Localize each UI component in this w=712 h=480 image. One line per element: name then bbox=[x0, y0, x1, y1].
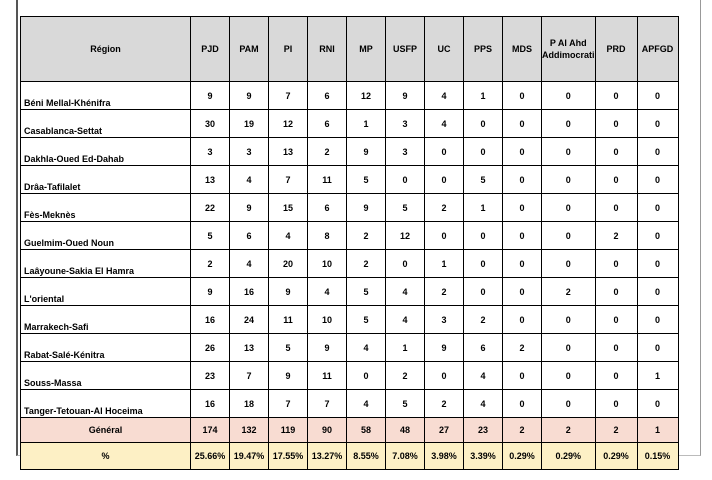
general-total-row bbox=[21, 418, 679, 443]
seat-count: 9 bbox=[230, 194, 269, 222]
seat-count: 19 bbox=[230, 110, 269, 138]
seat-count: 0 bbox=[503, 138, 542, 166]
seat-count: 1 bbox=[425, 250, 464, 278]
seat-count: 0 bbox=[542, 166, 596, 194]
seat-count: 0 bbox=[542, 306, 596, 334]
general-value: 2 bbox=[595, 418, 637, 443]
seat-count: 3 bbox=[191, 138, 230, 166]
table-row bbox=[21, 138, 679, 166]
general-value: 27 bbox=[425, 418, 464, 443]
seat-count: 0 bbox=[542, 334, 596, 362]
seat-count: 0 bbox=[503, 278, 542, 306]
seat-count: 0 bbox=[386, 250, 425, 278]
seat-count: 0 bbox=[464, 222, 503, 250]
seat-count: 0 bbox=[386, 166, 425, 194]
col-header-rni: RNI bbox=[308, 17, 347, 82]
seat-count: 6 bbox=[230, 222, 269, 250]
table-row bbox=[21, 390, 679, 418]
percent-value: 25.66% bbox=[191, 443, 230, 470]
col-header-mp: MP bbox=[347, 17, 386, 82]
percent-value: 3.98% bbox=[425, 443, 464, 470]
seat-count: 4 bbox=[230, 166, 269, 194]
percent-value: 13.27% bbox=[308, 443, 347, 470]
seat-count: 10 bbox=[308, 250, 347, 278]
region-name: Drâa-Tafilalet bbox=[21, 166, 191, 194]
seat-count: 2 bbox=[386, 362, 425, 390]
region-name: Béni Mellal-Khénifra bbox=[21, 82, 191, 110]
seat-count: 2 bbox=[464, 306, 503, 334]
seat-count: 0 bbox=[464, 138, 503, 166]
seat-count: 0 bbox=[464, 110, 503, 138]
seat-count: 2 bbox=[503, 334, 542, 362]
seat-count: 4 bbox=[347, 390, 386, 418]
table-row bbox=[21, 334, 679, 362]
seat-count: 16 bbox=[191, 390, 230, 418]
seat-count: 0 bbox=[637, 194, 678, 222]
percent-value: 7.08% bbox=[386, 443, 425, 470]
seat-count: 0 bbox=[425, 362, 464, 390]
seat-count: 0 bbox=[503, 110, 542, 138]
seat-count: 1 bbox=[464, 194, 503, 222]
seat-count: 0 bbox=[637, 110, 678, 138]
seat-count: 9 bbox=[347, 138, 386, 166]
seat-count: 7 bbox=[308, 390, 347, 418]
col-header-uc: UC bbox=[425, 17, 464, 82]
seat-count: 16 bbox=[191, 306, 230, 334]
seat-count: 0 bbox=[595, 362, 637, 390]
percent-value: 3.39% bbox=[464, 443, 503, 470]
seat-count: 11 bbox=[269, 306, 308, 334]
general-value: 2 bbox=[542, 418, 596, 443]
seat-count: 0 bbox=[637, 138, 678, 166]
seat-count: 0 bbox=[503, 222, 542, 250]
seat-count: 1 bbox=[347, 110, 386, 138]
seat-count: 0 bbox=[542, 194, 596, 222]
general-value: 90 bbox=[308, 418, 347, 443]
table-row bbox=[21, 166, 679, 194]
seat-count: 6 bbox=[464, 334, 503, 362]
seat-count: 0 bbox=[637, 222, 678, 250]
seat-count: 0 bbox=[542, 222, 596, 250]
seat-count: 0 bbox=[542, 138, 596, 166]
region-name: Dakhla-Oued Ed-Dahab bbox=[21, 138, 191, 166]
table-row bbox=[21, 222, 679, 250]
election-results-table bbox=[20, 16, 679, 470]
seat-count: 9 bbox=[425, 334, 464, 362]
seat-count: 2 bbox=[425, 278, 464, 306]
seat-count: 13 bbox=[191, 166, 230, 194]
seat-count: 0 bbox=[637, 82, 678, 110]
seat-count: 0 bbox=[542, 250, 596, 278]
table-row bbox=[21, 362, 679, 390]
seat-count: 0 bbox=[503, 82, 542, 110]
seat-count: 30 bbox=[191, 110, 230, 138]
seat-count: 5 bbox=[347, 166, 386, 194]
seat-count: 0 bbox=[503, 250, 542, 278]
seat-count: 4 bbox=[386, 306, 425, 334]
seat-count: 0 bbox=[595, 166, 637, 194]
seat-count: 0 bbox=[542, 390, 596, 418]
seat-count: 4 bbox=[425, 82, 464, 110]
seat-count: 4 bbox=[230, 250, 269, 278]
seat-count: 10 bbox=[308, 306, 347, 334]
percent-value: 0.29% bbox=[595, 443, 637, 470]
seat-count: 5 bbox=[347, 278, 386, 306]
seat-count: 2 bbox=[542, 278, 596, 306]
seat-count: 7 bbox=[269, 166, 308, 194]
percent-value: 0.29% bbox=[542, 443, 596, 470]
region-name: Souss-Massa bbox=[21, 362, 191, 390]
seat-count: 9 bbox=[269, 362, 308, 390]
seat-count: 6 bbox=[308, 82, 347, 110]
seat-count: 1 bbox=[464, 82, 503, 110]
general-label: Général bbox=[21, 418, 191, 443]
percent-value: 8.55% bbox=[347, 443, 386, 470]
seat-count: 0 bbox=[503, 166, 542, 194]
seat-count: 0 bbox=[595, 82, 637, 110]
seat-count: 1 bbox=[386, 334, 425, 362]
general-value: 48 bbox=[386, 418, 425, 443]
seat-count: 9 bbox=[230, 82, 269, 110]
seat-count: 0 bbox=[425, 166, 464, 194]
seat-count: 3 bbox=[386, 138, 425, 166]
seat-count: 4 bbox=[425, 110, 464, 138]
general-value: 58 bbox=[347, 418, 386, 443]
col-header-p-al-ahd: P Al Ahd Addimocrati bbox=[542, 17, 596, 82]
region-name: Guelmim-Oued Noun bbox=[21, 222, 191, 250]
seat-count: 9 bbox=[347, 194, 386, 222]
table-row bbox=[21, 194, 679, 222]
col-header-pi: PI bbox=[269, 17, 308, 82]
seat-count: 7 bbox=[269, 390, 308, 418]
seat-count: 8 bbox=[308, 222, 347, 250]
seat-count: 4 bbox=[464, 390, 503, 418]
seat-count: 0 bbox=[637, 334, 678, 362]
seat-count: 2 bbox=[425, 390, 464, 418]
general-value: 1 bbox=[637, 418, 678, 443]
seat-count: 11 bbox=[308, 362, 347, 390]
region-name: L'oriental bbox=[21, 278, 191, 306]
seat-count: 0 bbox=[595, 306, 637, 334]
seat-count: 0 bbox=[347, 362, 386, 390]
seat-count: 4 bbox=[347, 334, 386, 362]
col-header-prd: PRD bbox=[595, 17, 637, 82]
seat-count: 2 bbox=[308, 138, 347, 166]
seat-count: 0 bbox=[464, 278, 503, 306]
seat-count: 0 bbox=[503, 390, 542, 418]
general-value: 23 bbox=[464, 418, 503, 443]
col-header-region: Région bbox=[21, 17, 191, 82]
seat-count: 3 bbox=[230, 138, 269, 166]
region-name: Rabat-Salé-Kénitra bbox=[21, 334, 191, 362]
seat-count: 0 bbox=[637, 306, 678, 334]
col-header-pam: PAM bbox=[230, 17, 269, 82]
seat-count: 5 bbox=[347, 306, 386, 334]
seat-count: 2 bbox=[191, 250, 230, 278]
seat-count: 9 bbox=[191, 82, 230, 110]
seat-count: 4 bbox=[386, 278, 425, 306]
seat-count: 5 bbox=[191, 222, 230, 250]
seat-count: 12 bbox=[347, 82, 386, 110]
seat-count: 0 bbox=[595, 334, 637, 362]
percent-row bbox=[21, 443, 679, 470]
seat-count: 13 bbox=[230, 334, 269, 362]
col-header-pjd: PJD bbox=[191, 17, 230, 82]
seat-count: 5 bbox=[386, 194, 425, 222]
seat-count: 3 bbox=[386, 110, 425, 138]
seat-count: 0 bbox=[637, 278, 678, 306]
seat-count: 0 bbox=[595, 390, 637, 418]
region-name: Laâyoune-Sakia El Hamra bbox=[21, 250, 191, 278]
seat-count: 0 bbox=[503, 362, 542, 390]
seat-count: 5 bbox=[269, 334, 308, 362]
seat-count: 0 bbox=[595, 110, 637, 138]
seat-count: 9 bbox=[308, 334, 347, 362]
seat-count: 3 bbox=[425, 306, 464, 334]
region-name: Tanger-Tetouan-Al Hoceima bbox=[21, 390, 191, 418]
seat-count: 16 bbox=[230, 278, 269, 306]
seat-count: 12 bbox=[386, 222, 425, 250]
seat-count: 0 bbox=[542, 82, 596, 110]
header-row bbox=[21, 17, 679, 82]
general-value: 174 bbox=[191, 418, 230, 443]
seat-count: 24 bbox=[230, 306, 269, 334]
seat-count: 2 bbox=[347, 250, 386, 278]
seat-count: 0 bbox=[542, 362, 596, 390]
table-row bbox=[21, 82, 679, 110]
seat-count: 20 bbox=[269, 250, 308, 278]
col-header-apfgd: APFGD bbox=[637, 17, 678, 82]
seat-count: 5 bbox=[386, 390, 425, 418]
seat-count: 6 bbox=[308, 194, 347, 222]
percent-value: 0.29% bbox=[503, 443, 542, 470]
general-value: 132 bbox=[230, 418, 269, 443]
seat-count: 0 bbox=[595, 194, 637, 222]
col-header-pps: PPS bbox=[464, 17, 503, 82]
seat-count: 7 bbox=[230, 362, 269, 390]
seat-count: 0 bbox=[542, 110, 596, 138]
seat-count: 1 bbox=[637, 362, 678, 390]
percent-value: 19.47% bbox=[230, 443, 269, 470]
region-name: Marrakech-Safi bbox=[21, 306, 191, 334]
seat-count: 0 bbox=[595, 278, 637, 306]
seat-count: 5 bbox=[464, 166, 503, 194]
region-name: Casablanca-Settat bbox=[21, 110, 191, 138]
percent-label: % bbox=[21, 443, 191, 470]
general-value: 2 bbox=[503, 418, 542, 443]
general-value: 119 bbox=[269, 418, 308, 443]
col-header-mds: MDS bbox=[503, 17, 542, 82]
seat-count: 0 bbox=[425, 138, 464, 166]
seat-count: 0 bbox=[637, 166, 678, 194]
percent-value: 17.55% bbox=[269, 443, 308, 470]
seat-count: 0 bbox=[464, 250, 503, 278]
seat-count: 26 bbox=[191, 334, 230, 362]
seat-count: 2 bbox=[595, 222, 637, 250]
region-name: Fès-Meknès bbox=[21, 194, 191, 222]
table-row bbox=[21, 278, 679, 306]
seat-count: 13 bbox=[269, 138, 308, 166]
table-row bbox=[21, 110, 679, 138]
table-row bbox=[21, 306, 679, 334]
seat-count: 0 bbox=[637, 390, 678, 418]
seat-count: 0 bbox=[595, 138, 637, 166]
seat-count: 12 bbox=[269, 110, 308, 138]
seat-count: 22 bbox=[191, 194, 230, 222]
seat-count: 15 bbox=[269, 194, 308, 222]
seat-count: 23 bbox=[191, 362, 230, 390]
seat-count: 2 bbox=[425, 194, 464, 222]
seat-count: 7 bbox=[269, 82, 308, 110]
seat-count: 2 bbox=[347, 222, 386, 250]
seat-count: 0 bbox=[637, 250, 678, 278]
percent-value: 0.15% bbox=[637, 443, 678, 470]
table-row bbox=[21, 250, 679, 278]
seat-count: 18 bbox=[230, 390, 269, 418]
seat-count: 9 bbox=[269, 278, 308, 306]
seat-count: 0 bbox=[503, 194, 542, 222]
seat-count: 0 bbox=[503, 306, 542, 334]
seat-count: 4 bbox=[269, 222, 308, 250]
seat-count: 0 bbox=[595, 250, 637, 278]
seat-count: 9 bbox=[386, 82, 425, 110]
seat-count: 4 bbox=[308, 278, 347, 306]
seat-count: 6 bbox=[308, 110, 347, 138]
col-header-usfp: USFP bbox=[386, 17, 425, 82]
seat-count: 9 bbox=[191, 278, 230, 306]
seat-count: 0 bbox=[425, 222, 464, 250]
seat-count: 4 bbox=[464, 362, 503, 390]
seat-count: 11 bbox=[308, 166, 347, 194]
